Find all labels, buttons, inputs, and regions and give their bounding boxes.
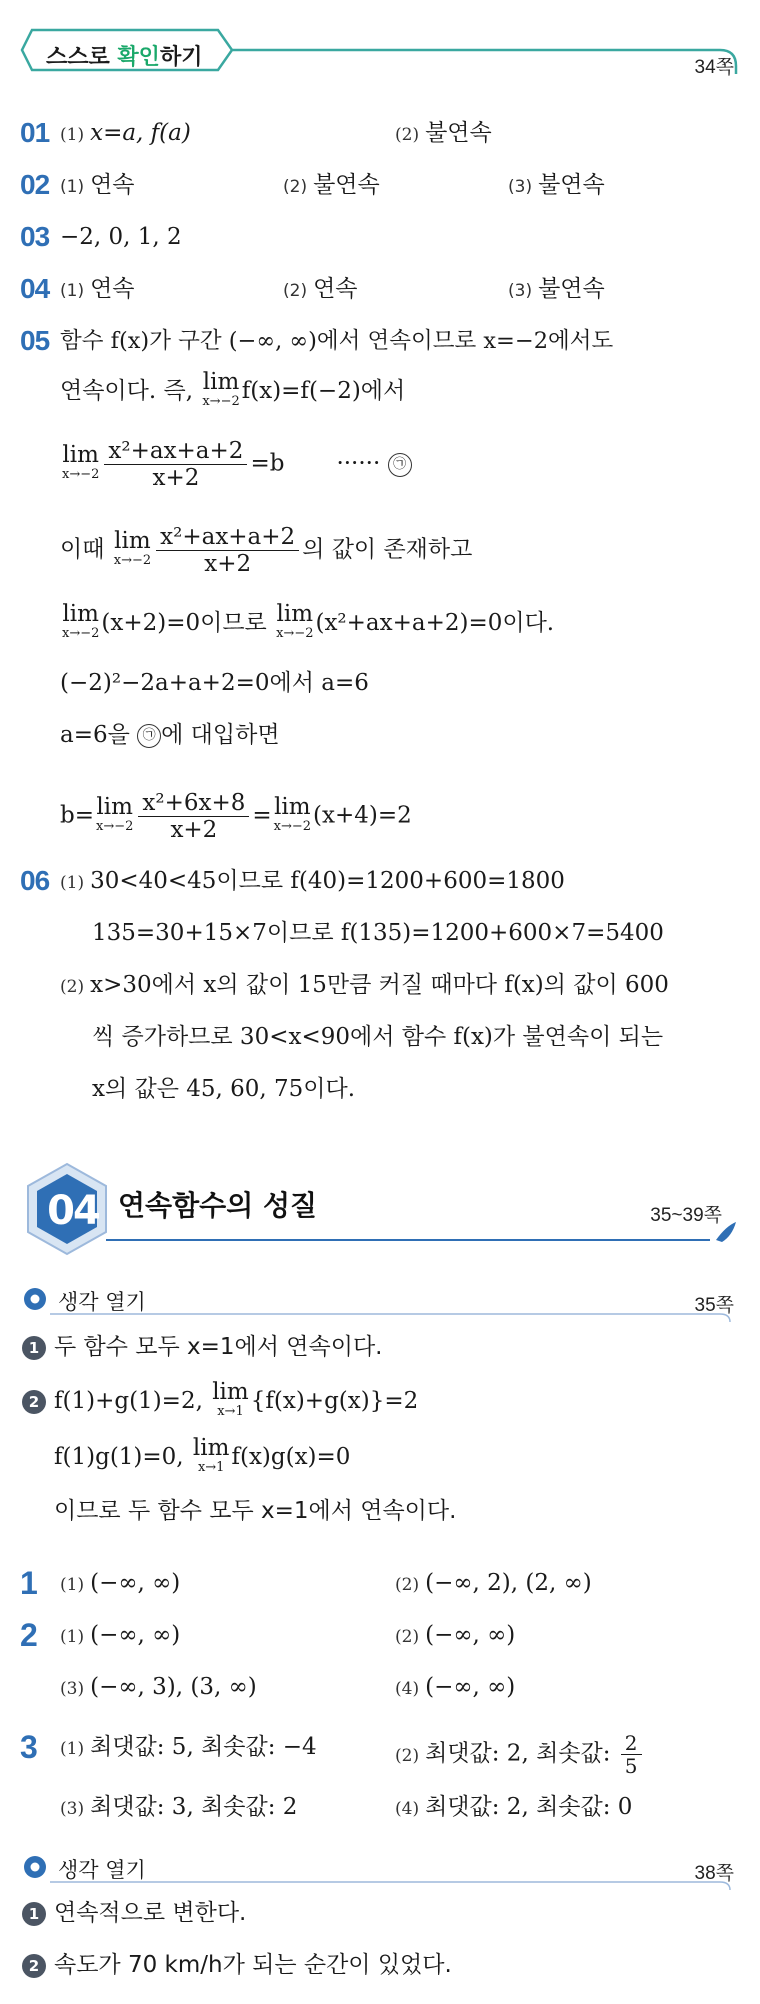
text: 이때 [60, 536, 112, 563]
text: (x²+ax+a+2)=0이다. [315, 610, 555, 636]
numerator: x²+6x+8 [138, 790, 249, 817]
part-label: (1) [60, 281, 85, 301]
problem-number-2: 2 [20, 1617, 38, 1653]
problem-number-1: 1 [20, 1565, 38, 1601]
answer-04-part2 [283, 274, 358, 306]
lim-sub: x→−2 [276, 626, 314, 641]
part-label: (2) [283, 177, 308, 197]
answer-number-02: 02 [20, 169, 50, 200]
lim: lim [276, 601, 314, 627]
limit-operator [62, 601, 100, 644]
limit-operator [62, 441, 100, 485]
lim: lim [62, 441, 99, 468]
numerator: x²+ax+a+2 [156, 524, 299, 551]
think1-item2 [22, 1379, 419, 1422]
think1-item3 [54, 1435, 351, 1478]
text: 30<40<45이므로 f(40)=1200+600=1800 [90, 868, 565, 894]
part-label: (3) [60, 1679, 85, 1699]
think2-item1 [22, 1898, 246, 1928]
part-label: (1) [60, 1739, 85, 1759]
think-open-label-2: 생각 열기 [58, 1858, 146, 1882]
problem3-b [395, 1732, 645, 1777]
answer-06-line4: 씩 증가하므로 30<x<90에서 함수 f(x)가 불연속이 되는 [92, 1024, 664, 1050]
dots: ······ [336, 450, 381, 477]
answer-02-part1 [60, 170, 135, 202]
answer-05-line7 [60, 720, 280, 750]
part-label: (2) [60, 977, 85, 997]
bullet-number: 1 [22, 1902, 46, 1926]
problem-number-3: 3 [20, 1729, 38, 1765]
text: (x+2)=0이므로 [101, 610, 275, 636]
text: 최댓값: 3, 최솟값: 2 [90, 1794, 298, 1820]
part-label: (1) [60, 177, 85, 197]
answer-text: 불연속 [538, 276, 605, 302]
limit-operator [276, 601, 314, 644]
answer-02-part3 [508, 170, 605, 202]
header-title-suffix: 하기 [159, 45, 203, 70]
part-label: (1) [60, 125, 85, 145]
text: f(x)=f(−2)에서 [241, 378, 406, 404]
circled-label: ㉠ [137, 724, 161, 748]
part-label: (2) [395, 1627, 420, 1647]
header-title [46, 40, 202, 71]
answer-01-part1 [60, 118, 191, 150]
limit-operator [273, 793, 312, 837]
answer-text: 불연속 [425, 120, 492, 146]
lim-sub: x→1 [197, 1460, 225, 1475]
part-label: (2) [395, 1575, 420, 1595]
problem2-d [395, 1672, 515, 1704]
limit-operator [96, 793, 134, 837]
text: 의 값이 존재하고 [302, 536, 473, 563]
text: (−∞, ∞) [425, 1674, 516, 1700]
fraction [156, 524, 299, 577]
lim-sub: x→1 [217, 1404, 244, 1419]
text: b= [60, 802, 94, 829]
denominator: 5 [624, 1754, 638, 1778]
answer-text: x=a, f(a) [90, 120, 191, 146]
answer-number-01: 01 [20, 117, 50, 148]
answer-04-part3 [508, 274, 605, 306]
denominator: x+2 [152, 465, 200, 491]
think1-item1 [22, 1332, 382, 1362]
answer-text: 연속 [90, 172, 135, 198]
answer-05-line4 [60, 524, 472, 577]
text: 에 대입하면 [161, 722, 280, 748]
answer-04-part1 [60, 274, 135, 306]
lim: lim [212, 1379, 249, 1405]
problem3-d [395, 1792, 632, 1824]
bullet-number: 2 [22, 1954, 46, 1978]
denominator: x+2 [204, 551, 252, 577]
header-title-prefix: 스스로 [46, 45, 118, 70]
answer-05-line1: 함수 f(x)가 구간 (−∞, ∞)에서 연속이므로 x=−2에서도 [60, 328, 614, 354]
answer-06-line2: 135=30+15×7이므로 f(135)=1200+600×7=5400 [92, 920, 664, 946]
answer-number-05: 05 [20, 325, 50, 356]
text: f(1)g(1)=0, [54, 1444, 191, 1470]
part-label: (2) [395, 125, 420, 145]
think-open-page: 35쪽 [694, 1295, 734, 1316]
fraction [104, 438, 247, 491]
lim-sub: x→−2 [202, 394, 240, 409]
part-label: (4) [395, 1799, 420, 1819]
text: = [252, 802, 272, 829]
part-label: (2) [395, 1745, 420, 1766]
text: 연속적으로 변한다. [54, 1900, 247, 1926]
text: f(x)g(x)=0 [231, 1444, 351, 1470]
problem1-b [395, 1568, 592, 1600]
part-label: (1) [60, 1627, 85, 1647]
think-open-page-2: 38쪽 [694, 1863, 734, 1884]
part-label: (3) [508, 177, 533, 197]
answer-text: 연속 [90, 276, 135, 302]
part-label: (1) [60, 873, 85, 893]
part-label: (3) [60, 1799, 85, 1819]
lim: lim [114, 527, 151, 554]
fraction [621, 1732, 642, 1777]
section-title: 연속함수의 성질 [118, 1189, 318, 1222]
problem2-b [395, 1620, 515, 1652]
bullet-number: 2 [22, 1390, 46, 1414]
text: x>30에서 x의 값이 15만큼 커질 때마다 f(x)의 값이 600 [90, 972, 669, 998]
lim: lim [62, 601, 99, 627]
bullet-number: 1 [22, 1336, 46, 1360]
text: a=6을 [60, 722, 138, 748]
think1-item4: 이므로 두 함수 모두 x=1에서 연속이다. [54, 1498, 457, 1524]
limit-operator [192, 1435, 230, 1478]
part-label: (3) [508, 281, 533, 301]
answer-05-line3 [60, 438, 412, 491]
think2-item2 [22, 1950, 452, 1980]
lim-sub: x→−2 [96, 818, 134, 834]
answer-05-line6: (−2)²−2a+a+2=0에서 a=6 [60, 670, 369, 696]
answer-02-part2 [283, 170, 380, 202]
text: f(1)+g(1)=2, [54, 1388, 211, 1414]
part-label: (2) [283, 281, 308, 301]
circled-label: ㉠ [388, 453, 412, 477]
lim: lim [96, 793, 133, 820]
text: 최댓값: 2, 최솟값: [425, 1740, 618, 1767]
answer-05-line8 [60, 790, 412, 843]
numerator: 2 [621, 1732, 642, 1755]
answer-05-line5 [60, 601, 555, 644]
text: 속도가 70 km/h가 되는 순간이 있었다. [54, 1952, 452, 1978]
limit-operator [113, 527, 152, 571]
section-pages: 35~39쪽 [650, 1205, 722, 1226]
answer-text: 연속 [313, 276, 358, 302]
think-open-label: 생각 열기 [58, 1290, 146, 1314]
problem3-c [60, 1792, 297, 1824]
answer-06-line1 [60, 866, 565, 898]
problem2-a [60, 1620, 180, 1652]
text: 최댓값: 5, 최솟값: −4 [90, 1734, 317, 1760]
lim: lim [202, 369, 240, 395]
answer-number-06: 06 [20, 865, 50, 896]
problem1-a [60, 1568, 180, 1600]
text: =b [250, 450, 285, 477]
text: (−∞, ∞) [90, 1622, 181, 1648]
text: 최댓값: 2, 최솟값: 0 [425, 1794, 633, 1820]
text: {f(x)+g(x)}=2 [250, 1388, 419, 1414]
answer-number-03: 03 [20, 221, 50, 252]
text: 연속이다. 즉, [60, 378, 201, 404]
section-badge: 04 [47, 1188, 99, 1234]
fraction [138, 790, 249, 843]
lim-sub: x→−2 [273, 818, 312, 834]
header-title-highlight: 확인 [117, 45, 160, 70]
answer-01-part2 [395, 118, 492, 150]
problem2-c [60, 1672, 257, 1704]
lim-sub: x→−2 [62, 626, 100, 641]
answer-text: 불연속 [538, 172, 605, 198]
text: (−∞, ∞) [90, 1570, 181, 1596]
limit-operator [212, 1379, 249, 1422]
problem3-a [60, 1732, 317, 1764]
text: 두 함수 모두 x=1에서 연속이다. [54, 1334, 383, 1360]
lim-sub: x→−2 [62, 466, 100, 482]
answer-06-line3 [60, 970, 669, 1002]
answer-number-04: 04 [20, 273, 50, 304]
denominator: x+2 [170, 817, 218, 843]
part-label: (1) [60, 1575, 85, 1595]
lim: lim [192, 1435, 230, 1461]
answer-06-line5: x의 값은 45, 60, 75이다. [92, 1076, 356, 1102]
part-label: (4) [395, 1679, 420, 1699]
text: (x+4)=2 [313, 802, 412, 829]
lim-sub: x→−2 [113, 552, 152, 568]
text: (−∞, ∞) [425, 1622, 516, 1648]
answer-text: 불연속 [313, 172, 380, 198]
answer-03-text: −2, 0, 1, 2 [60, 224, 182, 250]
text: (−∞, 2), (2, ∞) [425, 1570, 592, 1596]
limit-operator [202, 369, 240, 412]
numerator: x²+ax+a+2 [104, 438, 247, 465]
text: (−∞, 3), (3, ∞) [90, 1674, 257, 1700]
answer-05-line2 [60, 369, 406, 412]
lim: lim [274, 793, 311, 820]
header-page: 34쪽 [694, 57, 734, 78]
